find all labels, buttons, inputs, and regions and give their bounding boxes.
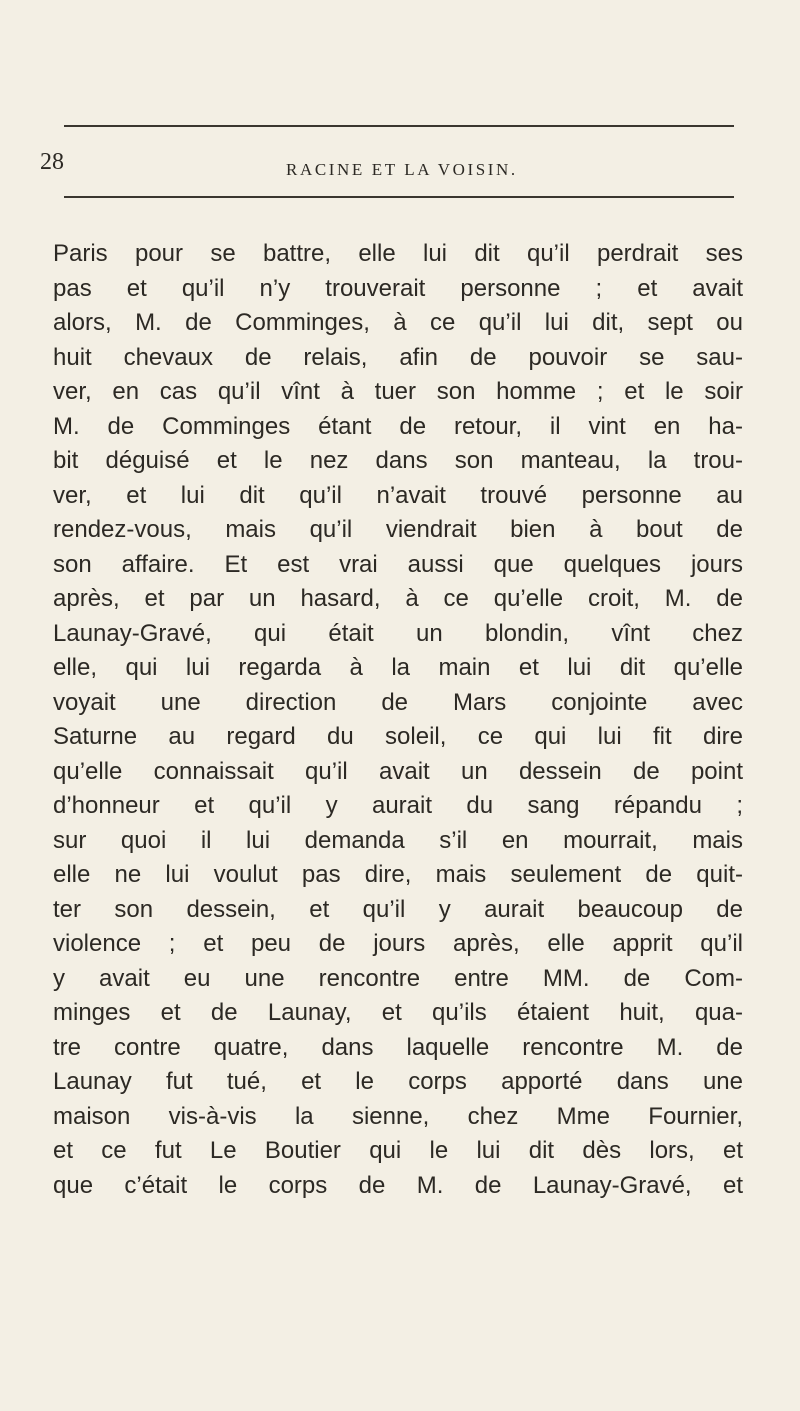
- text-line: pas et qu’il n’y trouverait personne ; et avait: [53, 274, 743, 302]
- text-line: ver, en cas qu’il vînt à tuer son homme ; et le soir: [53, 378, 743, 405]
- text-line: Paris pour se battre, elle lui dit qu’il perdrait ses: [53, 240, 743, 267]
- text-line: Launay-Gravé, qui était un blondin, vînt chez: [53, 619, 743, 647]
- text-line: M. de Comminges étant de retour, il vint en ha-: [53, 412, 743, 440]
- text-line: voyait une direction de Mars conjointe avec: [53, 688, 743, 716]
- text-line: rendez-vous, mais qu’il viendrait bien à bout de: [53, 516, 743, 543]
- text-line: minges et de Launay, et qu’ils étaient huit, qua-: [53, 999, 743, 1026]
- text-line: tre contre quatre, dans laquelle rencontre M. de: [53, 1033, 743, 1061]
- text-line: huit chevaux de relais, afin de pouvoir se sau-: [53, 343, 743, 371]
- text-line: Saturne au regard du soleil, ce qui lui fit dire: [53, 723, 743, 750]
- text-line: bit déguisé et le nez dans son manteau, la trou-: [53, 447, 743, 474]
- body-text: [53, 237, 743, 1203]
- text-line: après, et par un hasard, à ce qu’elle croit, M. de: [53, 585, 743, 612]
- header-bottom-rule: [64, 196, 734, 198]
- text-line: son affaire. Et est vrai aussi que quelques jours: [53, 550, 743, 578]
- text-line: et ce fut Le Boutier qui le lui dit dès lors, et: [53, 1137, 743, 1164]
- text-line: elle, qui lui regarda à la main et lui dit qu’elle: [53, 654, 743, 681]
- text-line: violence ; et peu de jours après, elle apprit qu’il: [53, 930, 743, 957]
- text-line: que c’était le corps de M. de Launay-Gravé, et: [53, 1171, 743, 1199]
- text-line: y avait eu une rencontre entre MM. de Com-: [53, 964, 743, 992]
- text-line: sur quoi il lui demanda s’il en mourrait, mais: [53, 826, 743, 854]
- text-line: qu’elle connaissait qu’il avait un dessein de point: [53, 757, 743, 785]
- page-number: 28: [40, 149, 64, 175]
- running-title: RACINE ET LA VOISIN.: [286, 160, 518, 179]
- text-line: Launay fut tué, et le corps apporté dans une: [53, 1068, 743, 1095]
- header-top-rule: [64, 125, 734, 127]
- text-line: d’honneur et qu’il y aurait du sang répandu ;: [53, 792, 743, 819]
- text-line: maison vis-à-vis la sienne, chez Mme Fournier,: [53, 1102, 743, 1130]
- text-line: alors, M. de Comminges, à ce qu’il lui dit, sept ou: [53, 309, 743, 336]
- text-line: ver, et lui dit qu’il n’avait trouvé personne au: [53, 481, 743, 509]
- text-line: ter son dessein, et qu’il y aurait beaucoup de: [53, 895, 743, 923]
- text-line: elle ne lui voulut pas dire, mais seulement de quit-: [53, 861, 743, 888]
